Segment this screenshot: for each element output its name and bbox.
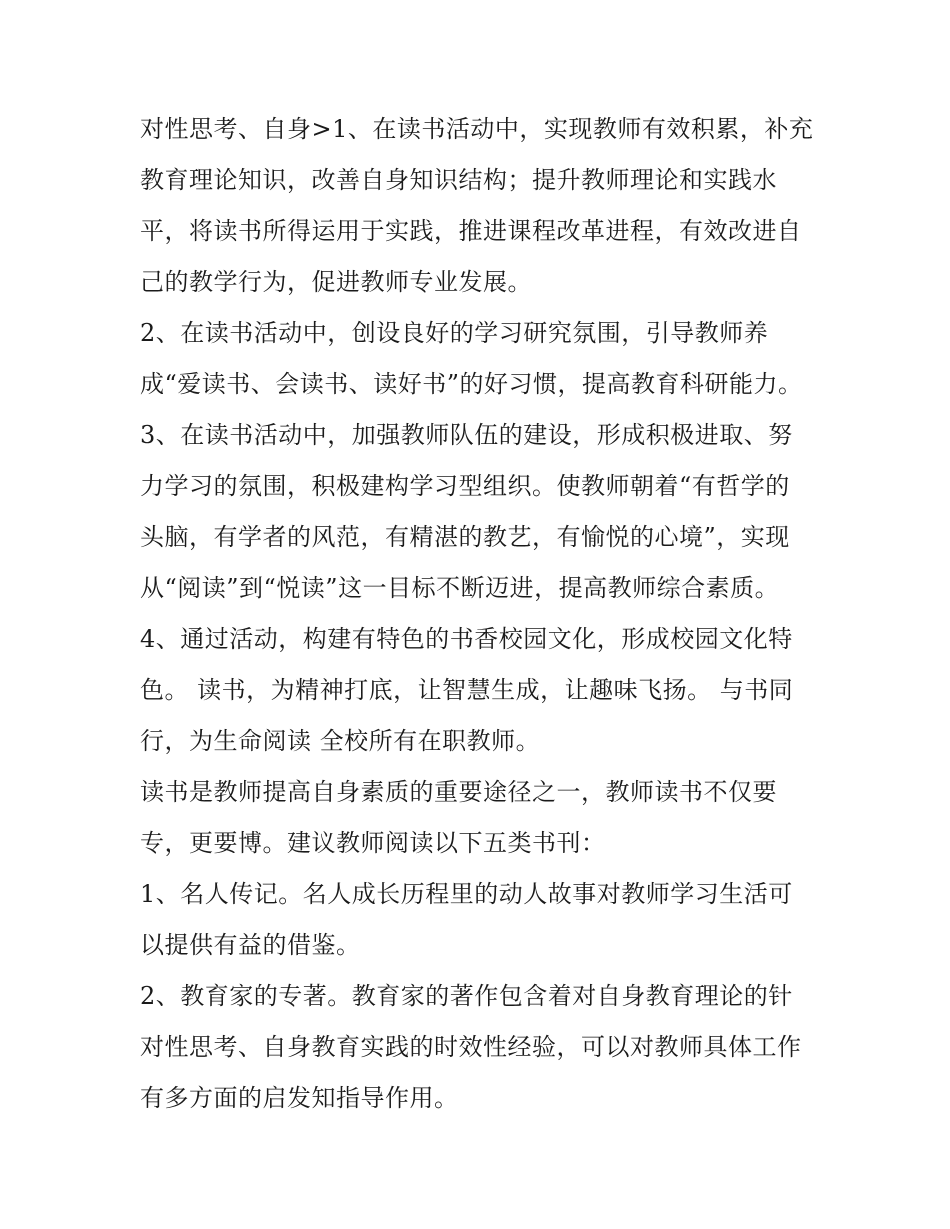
text-line: 力学习的氛围，积极建构学习型组织。使教师朝着“有哲学的 (140, 472, 790, 500)
text-line: 行，为生命阅读 全校所有在职教师。 (140, 727, 541, 755)
text-line: 2、在读书活动中，创设良好的学习研究氛围，引导教师养 (140, 319, 769, 347)
text-line: 2、教育家的专著。教育家的著作包含着对自身教育理论的针 (140, 982, 793, 1010)
text-line: 色。 读书，为精神打底，让智慧生成，让趣味飞扬。 与书同 (140, 676, 794, 704)
text-line: 有多方面的启发知指导作用。 (140, 1084, 459, 1112)
text-line: 从“阅读”到“悦读”这一目标不断迈进，提高教师综合素质。 (140, 574, 780, 602)
text-line: 以提供有益的借鉴。 (140, 931, 361, 959)
text-line: 读书是教师提高自身素质的重要途径之一，教师读书不仅要 (140, 778, 777, 806)
text-line: 3、在读书活动中，加强教师队伍的建设，形成积极进取、努 (140, 421, 793, 449)
text-line: 1、名人传记。名人成长历程里的动人故事对教师学习生活可 (140, 880, 793, 908)
text-line: 专，更要博。建议教师阅读以下五类书刊： (140, 829, 606, 857)
text-line: 教育理论知识，改善自身知识结构；提升教师理论和实践水 (140, 166, 777, 194)
text-line: 对性思考、自身教育实践的时效性经验，可以对教师具体工作 (140, 1033, 802, 1061)
text-line: 对性思考、自身>1、在读书活动中，实现教师有效积累，补充 (140, 115, 814, 143)
text-line: 头脑，有学者的风范，有精湛的教艺，有愉悦的心境”，实现 (140, 523, 790, 551)
text-line: 4、通过活动，构建有特色的书香校园文化，形成校园文化特 (140, 625, 793, 653)
text-line: 平，将读书所得运用于实践，推进课程改革进程，有效改进自 (140, 217, 802, 245)
body-text (140, 104, 820, 1124)
text-line: 己的教学行为，促进教师专业发展。 (140, 268, 532, 296)
text-line: 成“爱读书、会读书、读好书”的好习惯，提高教育科研能力。 (140, 370, 803, 398)
